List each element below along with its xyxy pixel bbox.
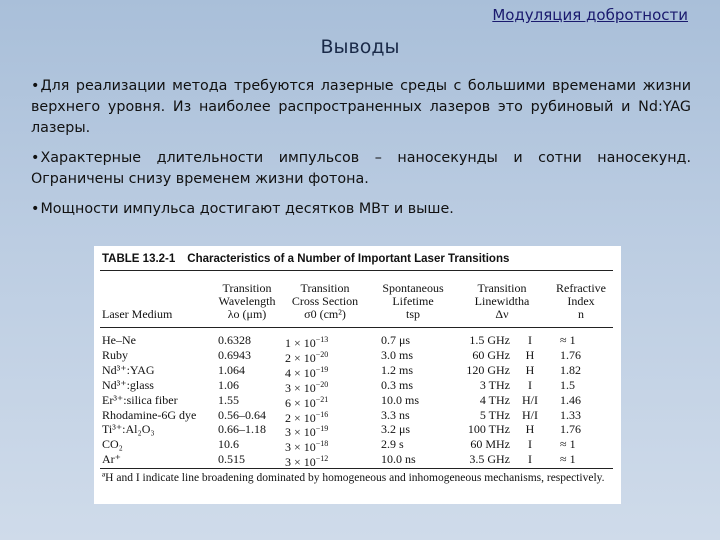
cell-wavelength: 1.064 bbox=[218, 362, 245, 377]
header-cell-linewidth: Δν bbox=[495, 307, 509, 321]
cell-wavelength: 0.515 bbox=[218, 452, 245, 467]
cell-wavelength: 0.6943 bbox=[218, 347, 251, 362]
header-cell-medium: Laser Medium bbox=[102, 307, 173, 321]
cell-lifetime: 10.0 ms bbox=[381, 392, 420, 407]
header-cell-lifetime: Spontaneous bbox=[382, 281, 444, 295]
cell-medium: Rhodamine-6G dye bbox=[102, 407, 197, 422]
bullet-mark: • bbox=[31, 201, 40, 217]
cell-lifetime: 2.9 s bbox=[381, 437, 404, 452]
cell-linewidth: 4 THz bbox=[479, 392, 510, 407]
cell-lifetime: 3.3 ns bbox=[381, 407, 410, 422]
cell-wavelength: 1.06 bbox=[218, 377, 239, 392]
header-cell-cross_section: σ0 (cm²) bbox=[304, 307, 346, 321]
cell-refractive-index: 1.76 bbox=[560, 422, 581, 437]
cross-section-base: 3 × 10 bbox=[285, 440, 316, 455]
header-link[interactable]: Модуляция добротности bbox=[492, 6, 688, 24]
cell-cross-section bbox=[285, 379, 328, 394]
cell-broadening-type: I bbox=[528, 437, 532, 452]
header-cell-wavelength: Transition bbox=[222, 281, 272, 295]
cross-section-base: 4 × 10 bbox=[285, 365, 316, 380]
cross-section-exponent: −12 bbox=[315, 454, 329, 464]
header-cell-wavelength: Wavelength bbox=[218, 294, 276, 308]
cross-section-exponent: −13 bbox=[315, 335, 329, 344]
cell-broadening-type: H/I bbox=[522, 392, 538, 407]
cross-section-base: 1 × 10 bbox=[285, 336, 316, 350]
header-cell-linewidth: Transition bbox=[477, 281, 527, 295]
cell-medium: CO₂ bbox=[102, 437, 123, 452]
table-footnote: ªH and I indicate line broadening dominated by homogeneous and inhomogeneous mechanisms, respectively. bbox=[102, 472, 605, 484]
cell-medium: Er³⁺:silica fiber bbox=[102, 392, 178, 407]
cell-wavelength: 0.66–1.18 bbox=[218, 422, 266, 437]
cell-broadening-type: I bbox=[528, 452, 532, 467]
cell-medium: He–Ne bbox=[102, 333, 136, 347]
cross-section-exponent: −18 bbox=[315, 439, 329, 449]
cell-cross-section bbox=[285, 438, 328, 453]
cell-linewidth: 3 THz bbox=[479, 377, 510, 392]
cell-lifetime: 1.2 ms bbox=[381, 362, 414, 377]
header-cell-index: n bbox=[578, 307, 584, 321]
cell-medium: Nd³⁺:YAG bbox=[102, 362, 155, 377]
cell-linewidth: 3.5 GHz bbox=[469, 452, 510, 467]
cross-section-exponent: −19 bbox=[315, 424, 329, 434]
table-caption bbox=[102, 253, 509, 265]
cell-linewidth: 1.5 GHz bbox=[469, 333, 510, 347]
header-cell-cross_section: Cross Section bbox=[291, 294, 359, 308]
cross-section-base: 2 × 10 bbox=[285, 350, 316, 365]
cross-section-exponent: −21 bbox=[315, 394, 329, 404]
table-title: Characteristics of a Number of Important Laser Transitions bbox=[187, 253, 510, 265]
cell-broadening-type: H/I bbox=[522, 407, 538, 422]
cell-wavelength: 10.6 bbox=[218, 437, 239, 452]
cross-section-base: 3 × 10 bbox=[285, 380, 316, 395]
cell-linewidth: 60 MHz bbox=[470, 437, 510, 452]
cell-cross-section bbox=[285, 453, 328, 468]
cell-refractive-index: ≈ 1 bbox=[560, 452, 576, 467]
cell-lifetime: 10.0 ns bbox=[381, 452, 416, 467]
cell-refractive-index: 1.82 bbox=[560, 362, 581, 377]
cell-cross-section bbox=[285, 334, 328, 349]
cross-section-base: 3 × 10 bbox=[285, 455, 316, 470]
cell-lifetime: 0.3 ms bbox=[381, 377, 414, 392]
cell-cross-section bbox=[285, 364, 328, 379]
cell-medium: Ti³⁺:Al₂O₃ bbox=[102, 422, 155, 437]
cell-broadening-type: I bbox=[528, 377, 532, 392]
cross-section-exponent: −20 bbox=[315, 379, 329, 389]
cell-cross-section bbox=[285, 409, 328, 424]
cell-refractive-index: ≈ 1 bbox=[560, 437, 576, 452]
cell-medium: Nd³⁺:glass bbox=[102, 377, 154, 392]
cell-broadening-type: H bbox=[525, 347, 535, 362]
cell-medium: Ruby bbox=[102, 347, 129, 362]
cell-linewidth: 5 THz bbox=[479, 407, 510, 422]
header-cell-index: Refractive bbox=[556, 281, 606, 295]
cell-cross-section bbox=[285, 349, 328, 364]
cross-section-base: 6 × 10 bbox=[285, 395, 316, 410]
bullet-text: Для реализации метода требуются лазерные среды с большими временами жизни верхнего уровня. Из наиболее распространенных лазеров это рубиновый и Nd:YAG лазеры. bbox=[31, 78, 691, 136]
cell-refractive-index: ≈ 1 bbox=[560, 333, 576, 347]
slide-title: Выводы bbox=[320, 36, 400, 58]
cell-medium: Ar⁺ bbox=[102, 452, 121, 467]
cross-section-base: 3 × 10 bbox=[285, 425, 316, 440]
table-rule-bottom bbox=[100, 468, 613, 469]
bullet-item bbox=[31, 148, 691, 190]
cell-broadening-type: H bbox=[525, 422, 535, 437]
cell-linewidth: 100 THz bbox=[467, 422, 510, 437]
cross-section-exponent: −19 bbox=[315, 364, 329, 374]
cell-wavelength: 1.55 bbox=[218, 392, 239, 407]
cell-cross-section bbox=[285, 423, 328, 438]
header-cell-lifetime: tsp bbox=[405, 307, 420, 321]
cell-lifetime: 0.7 μs bbox=[381, 333, 411, 347]
cell-linewidth: 120 GHz bbox=[466, 362, 510, 377]
cell-refractive-index: 1.33 bbox=[560, 407, 581, 422]
cell-wavelength: 0.56–0.64 bbox=[218, 407, 266, 422]
cell-wavelength: 0.6328 bbox=[218, 333, 251, 347]
table-rule-header bbox=[100, 327, 613, 328]
cell-linewidth: 60 GHz bbox=[472, 347, 510, 362]
bullet-mark: • bbox=[31, 150, 40, 166]
cell-broadening-type: H bbox=[525, 362, 535, 377]
cell-refractive-index: 1.46 bbox=[560, 392, 581, 407]
laser-transitions-table bbox=[94, 246, 621, 504]
cross-section-base: 2 × 10 bbox=[285, 410, 316, 425]
cell-broadening-type: I bbox=[528, 333, 532, 347]
bullet-mark: • bbox=[31, 78, 40, 94]
cell-refractive-index: 1.76 bbox=[560, 347, 581, 362]
bullet-item bbox=[31, 199, 691, 220]
cell-lifetime: 3.0 ms bbox=[381, 347, 414, 362]
cell-cross-section bbox=[285, 394, 328, 409]
header-cell-linewidth: Linewidtha bbox=[474, 294, 530, 308]
cross-section-exponent: −20 bbox=[315, 349, 329, 359]
table-number: TABLE 13.2-1 bbox=[102, 253, 176, 265]
header-cell-index: Index bbox=[567, 294, 595, 308]
bullet-item bbox=[31, 76, 691, 139]
cell-lifetime: 3.2 μs bbox=[381, 422, 411, 437]
header-cell-cross_section: Transition bbox=[300, 281, 350, 295]
header-cell-lifetime: Lifetime bbox=[392, 294, 434, 308]
header-cell-wavelength: λo (μm) bbox=[227, 307, 267, 321]
bullet-text: Мощности импульса достигают десятков МВт и выше. bbox=[40, 201, 454, 217]
cross-section-exponent: −16 bbox=[315, 409, 329, 419]
bullet-list bbox=[31, 76, 691, 229]
bullet-text: Характерные длительности импульсов – наносекунды и сотни наносекунд. Ограничены снизу временем жизни фотона. bbox=[31, 150, 691, 187]
table-rule-top bbox=[100, 270, 613, 271]
cell-refractive-index: 1.5 bbox=[560, 377, 575, 392]
